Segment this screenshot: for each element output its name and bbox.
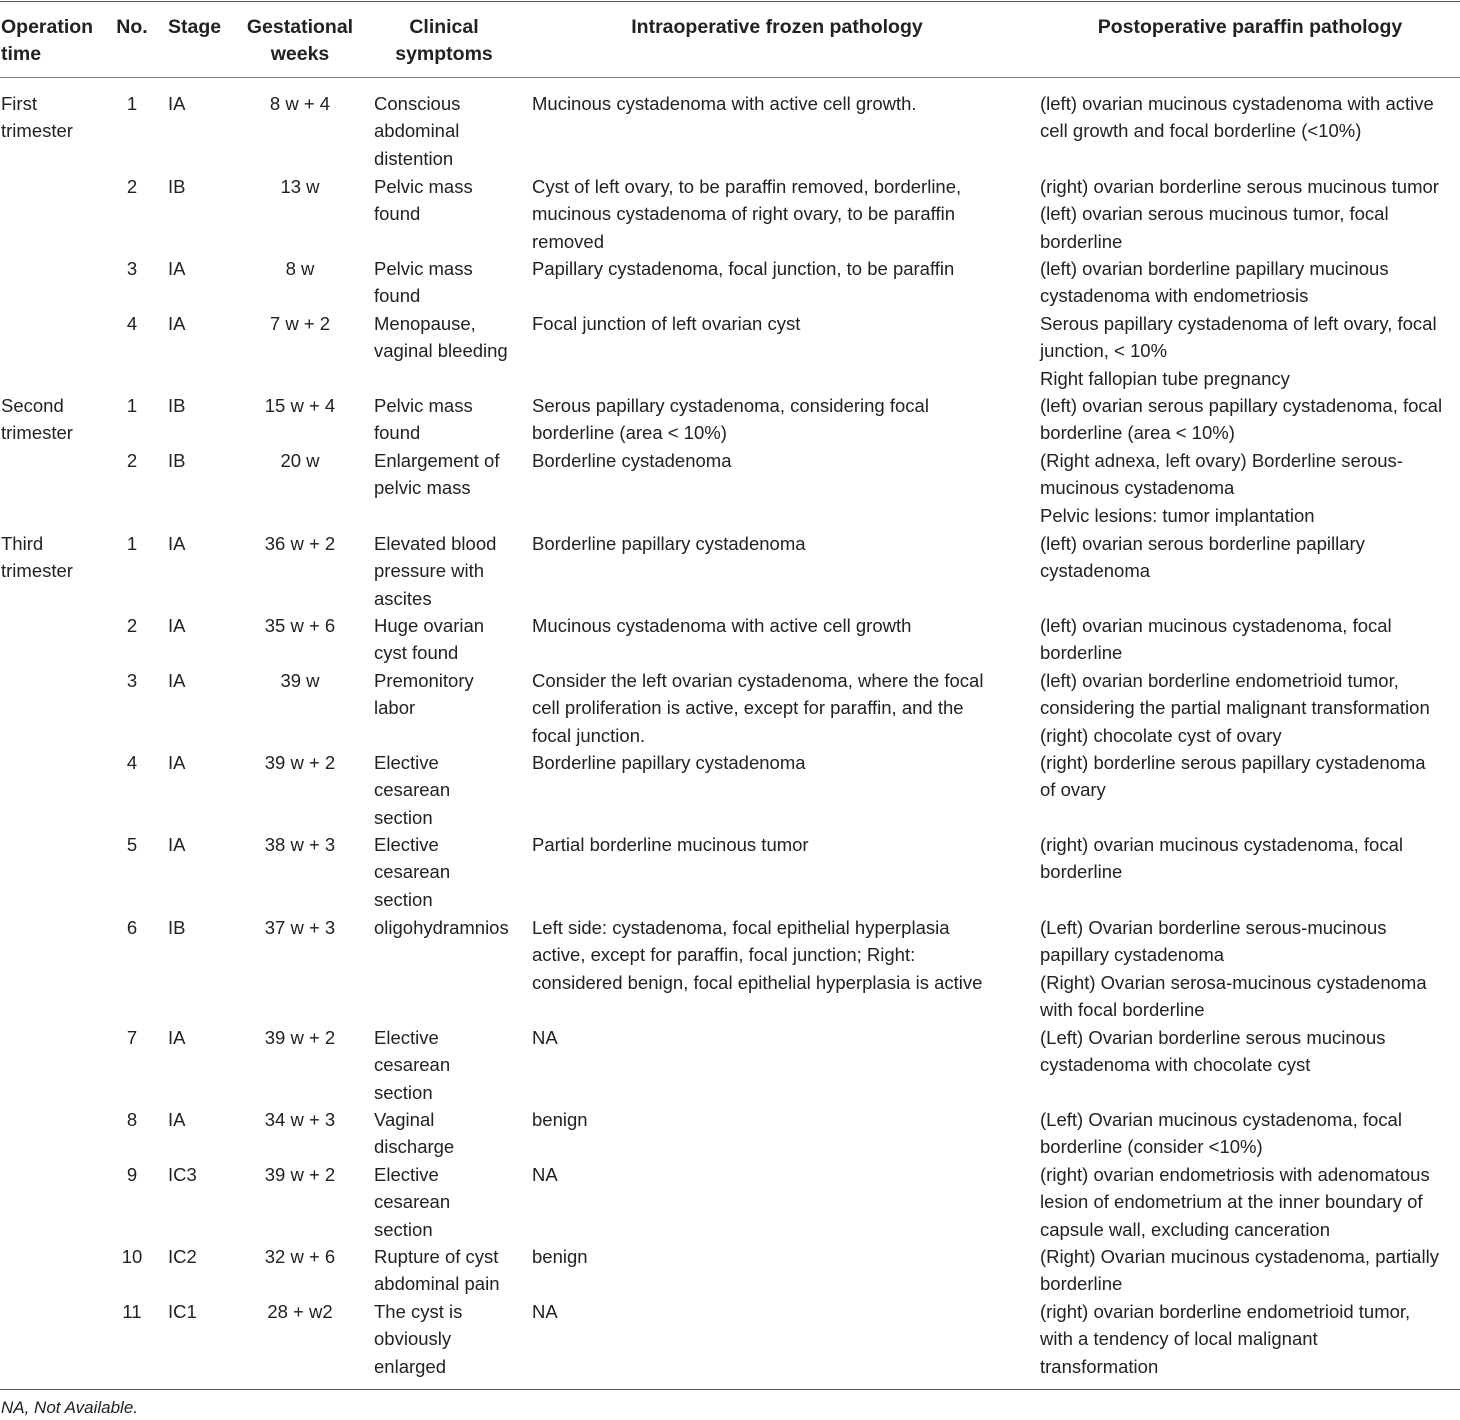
row-stage: IB bbox=[168, 450, 186, 471]
row-gestational-weeks: 7 w + 2 bbox=[269, 313, 331, 334]
row-paraffin-pathology: (right) borderline serous papillary cystadenoma of ovary bbox=[1040, 752, 1426, 801]
row-stage: IC3 bbox=[168, 1164, 197, 1185]
row-paraffin-pathology: (left) ovarian serous papillary cystadenoma, focal borderline (area < 10%) bbox=[1040, 395, 1443, 444]
row-stage: IA bbox=[168, 93, 186, 114]
row-number: 7 bbox=[126, 1027, 138, 1048]
header-gestational-weeks: Gestational weeks bbox=[246, 16, 354, 65]
row-gestational-weeks: 39 w + 2 bbox=[264, 1164, 336, 1185]
row-number: 6 bbox=[126, 917, 138, 938]
row-frozen-pathology: Mucinous cystadenoma with active cell growth. bbox=[532, 93, 917, 114]
row-stage: IA bbox=[168, 1027, 186, 1048]
row-frozen-pathology: NA bbox=[532, 1164, 558, 1185]
row-stage: IA bbox=[168, 1109, 186, 1130]
row-frozen-pathology: benign bbox=[532, 1109, 588, 1130]
row-gestational-weeks: 36 w + 2 bbox=[264, 533, 336, 554]
row-clinical-symptoms: Pelvic mass found bbox=[374, 395, 473, 444]
row-paraffin-pathology: (Right) Ovarian mucinous cystadenoma, partially borderline bbox=[1040, 1246, 1439, 1295]
row-frozen-pathology: Borderline papillary cystadenoma bbox=[532, 752, 806, 773]
row-number: 10 bbox=[121, 1246, 143, 1267]
row-paraffin-pathology: (left) ovarian serous borderline papillary cystadenoma bbox=[1040, 533, 1365, 582]
row-stage: IB bbox=[168, 176, 186, 197]
row-clinical-symptoms: Elective cesarean section bbox=[374, 834, 451, 910]
row-clinical-symptoms: oligohydramnios bbox=[374, 917, 509, 938]
row-clinical-symptoms: Premonitory labor bbox=[374, 670, 474, 719]
row-group-label: Second trimester bbox=[1, 395, 73, 444]
row-frozen-pathology: Partial borderline mucinous tumor bbox=[532, 834, 809, 855]
row-number: 11 bbox=[122, 1301, 142, 1322]
header-operation-time: Operation time bbox=[1, 16, 94, 65]
row-number: 1 bbox=[126, 93, 138, 114]
row-frozen-pathology: Mucinous cystadenoma with active cell growth bbox=[532, 615, 912, 636]
row-frozen-pathology: NA bbox=[532, 1301, 558, 1322]
row-paraffin-pathology: (right) ovarian endometriosis with adenomatous lesion of endometrium at the inner boundary of capsule wall, excluding canceration bbox=[1040, 1164, 1430, 1240]
row-frozen-pathology: benign bbox=[532, 1246, 588, 1267]
row-stage: IA bbox=[168, 258, 186, 279]
row-stage: IA bbox=[168, 834, 186, 855]
header-frozen-pathology: Intraoperative frozen pathology bbox=[631, 16, 923, 38]
row-clinical-symptoms: Conscious abdominal distention bbox=[374, 93, 461, 169]
row-paraffin-pathology: (Left) Ovarian borderline serous-mucinous papillary cystadenoma (Right) Ovarian serosa-mucinous cystadenoma with focal borderline bbox=[1040, 917, 1427, 1021]
row-number: 1 bbox=[126, 395, 138, 416]
row-paraffin-pathology: (left) ovarian mucinous cystadenoma with active cell growth and focal borderline (<10%) bbox=[1040, 93, 1434, 142]
row-number: 2 bbox=[126, 450, 138, 471]
row-clinical-symptoms: Vaginal discharge bbox=[374, 1109, 455, 1158]
row-stage: IA bbox=[168, 533, 186, 554]
row-number: 5 bbox=[126, 834, 138, 855]
row-paraffin-pathology: (right) ovarian borderline serous mucinous tumor (left) ovarian serous mucinous tumor, focal borderline bbox=[1040, 176, 1439, 252]
row-number: 2 bbox=[126, 615, 138, 636]
row-gestational-weeks: 8 w + 4 bbox=[269, 93, 331, 114]
row-frozen-pathology: Cyst of left ovary, to be paraffin removed, borderline, mucinous cystadenoma of right ovary, to be paraffin removed bbox=[532, 176, 962, 252]
row-number: 4 bbox=[126, 313, 138, 334]
header-paraffin-pathology: Postoperative paraffin pathology bbox=[1097, 16, 1403, 38]
row-paraffin-pathology: Serous papillary cystadenoma of left ovary, focal junction, < 10% Right fallopian tube pregnancy bbox=[1040, 313, 1437, 389]
row-clinical-symptoms: Elective cesarean section bbox=[374, 752, 451, 828]
row-paraffin-pathology: (left) ovarian mucinous cystadenoma, focal borderline bbox=[1040, 615, 1392, 664]
row-stage: IB bbox=[168, 917, 186, 938]
row-stage: IC1 bbox=[168, 1301, 197, 1322]
row-number: 2 bbox=[126, 176, 138, 197]
row-group-label: Third trimester bbox=[1, 533, 73, 582]
row-frozen-pathology: Papillary cystadenoma, focal junction, to be paraffin bbox=[532, 258, 955, 279]
row-number: 3 bbox=[126, 670, 138, 691]
row-frozen-pathology: Left side: cystadenoma, focal epithelial hyperplasia active, except for paraffin, focal junction; Right: considered benign, focal epithelial hyperplasia is active bbox=[532, 917, 983, 993]
header-rule bbox=[0, 77, 1460, 78]
row-number: 3 bbox=[126, 258, 138, 279]
row-gestational-weeks: 39 w + 2 bbox=[264, 1027, 336, 1048]
row-number: 8 bbox=[126, 1109, 138, 1130]
row-frozen-pathology: Focal junction of left ovarian cyst bbox=[532, 313, 801, 334]
row-paraffin-pathology: (left) ovarian borderline endometrioid tumor, considering the partial malignant transformation (right) chocolate cyst of ovary bbox=[1040, 670, 1430, 746]
header-no: No. bbox=[116, 16, 148, 38]
row-stage: IA bbox=[168, 752, 186, 773]
row-paraffin-pathology: (right) ovarian borderline endometrioid tumor, with a tendency of local malignant transformation bbox=[1040, 1301, 1411, 1377]
row-gestational-weeks: 35 w + 6 bbox=[264, 615, 336, 636]
row-stage: IA bbox=[168, 615, 186, 636]
row-gestational-weeks: 37 w + 3 bbox=[264, 917, 336, 938]
row-number: 9 bbox=[126, 1164, 138, 1185]
row-gestational-weeks: 38 w + 3 bbox=[264, 834, 336, 855]
row-gestational-weeks: 39 w bbox=[280, 670, 320, 691]
row-clinical-symptoms: Elective cesarean section bbox=[374, 1164, 451, 1240]
row-gestational-weeks: 15 w + 4 bbox=[264, 395, 336, 416]
row-frozen-pathology: NA bbox=[532, 1027, 558, 1048]
row-clinical-symptoms: Menopause, vaginal bleeding bbox=[374, 313, 508, 362]
row-clinical-symptoms: Elevated blood pressure with ascites bbox=[374, 533, 497, 609]
row-paraffin-pathology: (Right adnexa, left ovary) Borderline serous- mucinous cystadenoma Pelvic lesions: tumor implantation bbox=[1040, 450, 1403, 526]
row-frozen-pathology: Borderline papillary cystadenoma bbox=[532, 533, 806, 554]
row-paraffin-pathology: (Left) Ovarian borderline serous mucinous cystadenoma with chocolate cyst bbox=[1040, 1027, 1386, 1076]
table-footnote: NA, Not Available. bbox=[1, 1398, 139, 1417]
row-group-label: First trimester bbox=[1, 93, 73, 142]
row-frozen-pathology: Borderline cystadenoma bbox=[532, 450, 732, 471]
row-number: 1 bbox=[126, 533, 138, 554]
row-gestational-weeks: 13 w bbox=[280, 176, 320, 197]
row-clinical-symptoms: Pelvic mass found bbox=[374, 176, 473, 225]
header-clinical-symptoms: Clinical symptoms bbox=[395, 16, 493, 65]
row-clinical-symptoms: The cyst is obviously enlarged bbox=[374, 1301, 463, 1377]
row-stage: IB bbox=[168, 395, 186, 416]
row-gestational-weeks: 32 w + 6 bbox=[264, 1246, 336, 1267]
row-paraffin-pathology: (right) ovarian mucinous cystadenoma, focal borderline bbox=[1040, 834, 1403, 883]
row-clinical-symptoms: Huge ovarian cyst found bbox=[374, 615, 485, 664]
table-top-rule bbox=[0, 1, 1460, 2]
row-clinical-symptoms: Pelvic mass found bbox=[374, 258, 473, 307]
table-bottom-rule bbox=[0, 1389, 1460, 1390]
row-paraffin-pathology: (Left) Ovarian mucinous cystadenoma, focal borderline (consider <10%) bbox=[1040, 1109, 1402, 1158]
row-gestational-weeks: 28 + w2 bbox=[267, 1301, 333, 1322]
row-clinical-symptoms: Enlargement of pelvic mass bbox=[374, 450, 500, 499]
row-gestational-weeks: 34 w + 3 bbox=[264, 1109, 336, 1130]
row-clinical-symptoms: Elective cesarean section bbox=[374, 1027, 451, 1103]
row-paraffin-pathology: (left) ovarian borderline papillary mucinous cystadenoma with endometriosis bbox=[1040, 258, 1389, 307]
row-number: 4 bbox=[126, 752, 138, 773]
header-stage: Stage bbox=[168, 16, 222, 38]
row-frozen-pathology: Consider the left ovarian cystadenoma, where the focal cell proliferation is active, except for paraffin, and the focal junction. bbox=[532, 670, 984, 746]
row-gestational-weeks: 20 w bbox=[280, 450, 320, 471]
row-clinical-symptoms: Rupture of cyst abdominal pain bbox=[374, 1246, 500, 1295]
row-stage: IC2 bbox=[168, 1246, 197, 1267]
row-stage: IA bbox=[168, 313, 186, 334]
row-frozen-pathology: Serous papillary cystadenoma, considering focal borderline (area < 10%) bbox=[532, 395, 929, 444]
row-stage: IA bbox=[168, 670, 186, 691]
row-gestational-weeks: 8 w bbox=[285, 258, 315, 279]
row-gestational-weeks: 39 w + 2 bbox=[264, 752, 336, 773]
